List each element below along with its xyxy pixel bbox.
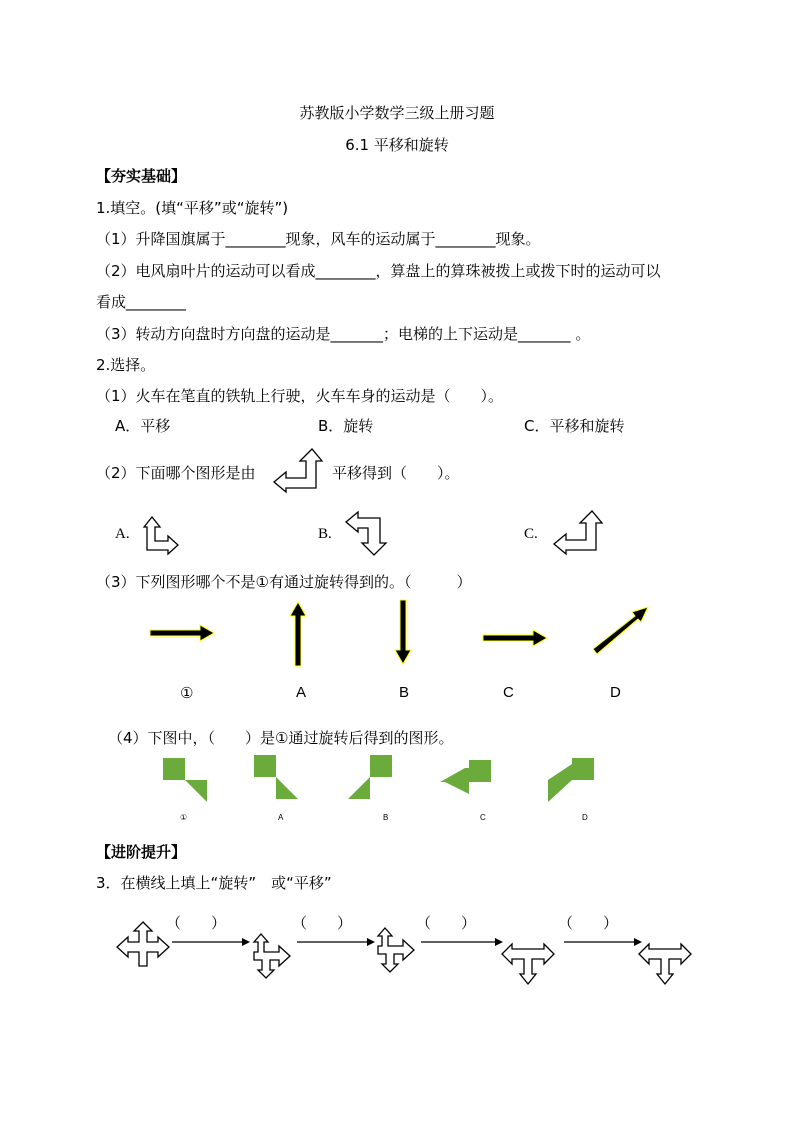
q2-stem: 2.选择。	[96, 356, 156, 374]
q3-shape-3	[372, 924, 420, 978]
q3-arrow-2	[295, 935, 377, 949]
q2-p2-label-b: B.	[318, 526, 332, 542]
q2-p1-option-b: B．旋转	[318, 417, 374, 435]
q3-blank-4: （ ）	[558, 914, 619, 932]
q2-p4-shape-origin	[160, 756, 210, 804]
q2-part1: （1）火车在笔直的铁轨上行驶，火车车身的运动是（ ）。	[96, 387, 504, 405]
q2-p4-shape-a	[252, 753, 302, 801]
q2-part2-before: （2）下面哪个图形是由	[96, 464, 256, 482]
q1-part2-line1: （2）电风扇叶片的运动可以看成________，算盘上的算珠被拨上或拨下时的运动可以	[96, 262, 661, 280]
q3-arrow-1	[170, 935, 252, 949]
q2-p4-shape-d	[546, 756, 596, 804]
q2-part3: （3）下列图形哪个不是①有通过旋转得到的。（ ）	[96, 573, 472, 591]
q3-arrow-3	[419, 935, 505, 949]
page-subtitle: 6.1 平移和旋转	[345, 136, 449, 154]
q3-stem: 3．在横线上填上“旋转” 或“平移”	[96, 874, 332, 892]
q2-p4-label-b: B	[383, 813, 389, 822]
q3-shape-4	[500, 938, 556, 988]
q3-blank-1: （ ）	[166, 914, 227, 932]
q2-part4: （4）下图中，（ ）是①通过旋转后得到的图形。	[108, 729, 454, 747]
q2-p4-label-a: A	[278, 813, 284, 822]
q2-p3-label-c: C	[503, 684, 514, 701]
q3-arrow-4	[562, 935, 644, 949]
q3-shape-1	[114, 920, 172, 970]
q2-p3-arrow-a	[287, 600, 309, 668]
q2-part2-after: 平移得到（ ）。	[332, 464, 460, 482]
q2-p2-shape-c	[552, 509, 604, 555]
q2-p2-label-a: A.	[115, 526, 130, 542]
section-heading-advanced: 【进阶提升】	[96, 843, 187, 861]
q2-p3-label-d: D	[610, 684, 621, 701]
q3-shape-2	[248, 930, 296, 982]
q1-stem: 1.填空。(填“平移”或“旋转”)	[96, 199, 289, 217]
q2-p4-shape-b	[346, 753, 396, 801]
q2-p2-shape-a	[140, 515, 182, 557]
q2-p3-arrow-b	[392, 598, 414, 666]
q2-p3-label-b: B	[399, 684, 410, 701]
q1-part3: （3）转动方向盘时方向盘的运动是_______；电梯的上下运动是_______ 。	[96, 325, 591, 343]
q2-p1-option-c: C．平移和旋转	[524, 417, 625, 435]
q3-blank-2: （ ）	[292, 914, 353, 932]
q2-p3-arrow-d	[590, 604, 652, 656]
q2-p3-arrow-c	[481, 627, 549, 649]
q2-p2-label-c: C.	[524, 526, 538, 542]
page-title: 苏教版小学数学三级上册习题	[299, 104, 495, 122]
q2-p2-reference-shape	[272, 447, 324, 493]
q2-p4-label-origin: ①	[180, 813, 188, 822]
q2-p3-label-origin: ①	[180, 685, 194, 702]
q1-part1: （1）升降国旗属于________现象，风车的运动属于________现象。	[96, 230, 541, 248]
q2-p3-arrow-origin	[148, 622, 216, 644]
section-heading-basic: 【夯实基础】	[96, 167, 187, 185]
q2-p2-shape-b	[344, 510, 390, 558]
q1-part2-line2: 看成________	[96, 293, 187, 311]
q2-p1-option-a: A．平移	[115, 417, 171, 435]
q2-p4-shape-c	[438, 758, 494, 796]
q3-blank-3: （ ）	[416, 914, 477, 932]
q2-p3-label-a: A	[296, 684, 307, 701]
q2-p4-label-c: C	[480, 813, 486, 822]
q3-shape-5	[637, 938, 693, 988]
q2-p4-label-d: D	[582, 813, 588, 822]
